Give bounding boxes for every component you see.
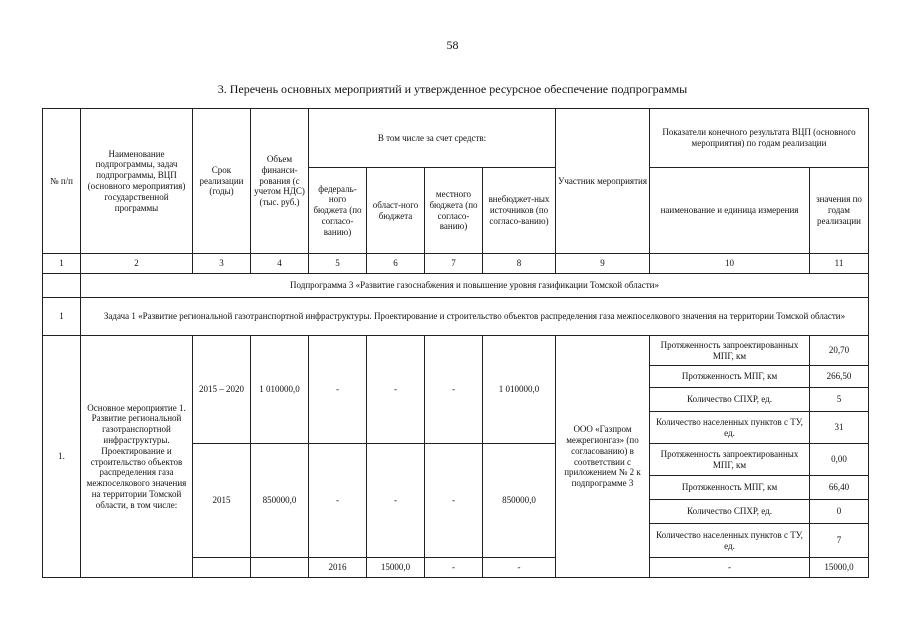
indicator-name: Протяженность МПГ, км bbox=[650, 476, 810, 500]
extra-cell: 15000,0 bbox=[810, 558, 869, 578]
extra-cell: 1 010000,0 bbox=[483, 336, 556, 444]
volume-cell: 1 010000,0 bbox=[251, 336, 309, 444]
regional-cell: - bbox=[367, 336, 425, 444]
activity-num: 1. bbox=[43, 336, 81, 578]
regional-cell: - bbox=[367, 444, 425, 558]
indicator-value: 5 bbox=[810, 388, 869, 412]
term-cell: 2015 – 2020 bbox=[193, 336, 251, 444]
indicator-name: Количество населенных пунктов с ТУ, ед. bbox=[650, 524, 810, 558]
activity-name: Основное мероприятие 1. Развитие региональной газотранспортной инфраструктуры. Проектирование и строительство объектов распределения газа межпоселкового значения на территории Томской области, в том числе: bbox=[81, 336, 193, 578]
col-number: 2 bbox=[81, 254, 193, 274]
col-number: 10 bbox=[650, 254, 810, 274]
header-ind-name: наименование и единица измерения bbox=[650, 168, 810, 254]
header-num: № п/п bbox=[43, 109, 81, 254]
column-numbers-row bbox=[43, 254, 869, 274]
header-federal: федераль-ного бюджета (по согласо-ванию) bbox=[309, 168, 367, 254]
header-name: Наименование подпрограммы, задач подпрограммы, ВЦП (основного мероприятия) государственной программы bbox=[81, 109, 193, 254]
empty-cell bbox=[193, 558, 251, 578]
col-number: 4 bbox=[251, 254, 309, 274]
col-number: 3 bbox=[193, 254, 251, 274]
task-row: Задача 1 «Развитие региональной газотранспортной инфраструктуры. Проектирование и строительство объектов распределения газа межпоселкового значения на территории Томской области» bbox=[81, 298, 869, 336]
subprogram-row: Подпрограмма 3 «Развитие газоснабжения и повышение уровня газификации Томской области» bbox=[81, 274, 869, 298]
header-ind-value: значения по годам реализации bbox=[810, 168, 869, 254]
indicator-value: 266,50 bbox=[810, 366, 869, 388]
header-volume: Объем финанси-рования (с учетом НДС) (тыс. руб.) bbox=[251, 109, 309, 254]
task-num: 1 bbox=[43, 298, 81, 336]
header-sources-group: В том числе за счет средств: bbox=[309, 109, 556, 168]
federal-cell: - bbox=[309, 336, 367, 444]
participant-cell: ООО «Газпром межрегионгаз» (по согласованию) в соответствии с приложением № 2 к подпрограмме 3 bbox=[556, 336, 650, 578]
col-number: 7 bbox=[425, 254, 483, 274]
indicator-value: 7 bbox=[810, 524, 869, 558]
local-cell: - bbox=[425, 336, 483, 444]
header-participant: Участник мероприятия bbox=[556, 109, 650, 254]
indicator-name: Количество СПХР, ед. bbox=[650, 500, 810, 524]
col-number: 9 bbox=[556, 254, 650, 274]
empty-cell bbox=[43, 274, 81, 298]
local-cell: - bbox=[650, 558, 810, 578]
col-number: 1 bbox=[43, 254, 81, 274]
header-indicators-group: Показатели конечного результата ВЦП (основного мероприятия) по годам реализации bbox=[650, 109, 869, 168]
activities-table bbox=[42, 108, 869, 578]
col-number: 6 bbox=[367, 254, 425, 274]
indicator-name: Протяженность запроектированных МПГ, км bbox=[650, 444, 810, 476]
indicator-name: Количество населенных пунктов с ТУ, ед. bbox=[650, 412, 810, 444]
col-number: 11 bbox=[810, 254, 869, 274]
local-cell: - bbox=[425, 444, 483, 558]
indicator-name: Количество СПХР, ед. bbox=[650, 388, 810, 412]
section-title: 3. Перечень основных мероприятий и утвержденное ресурсное обеспечение подпрограммы bbox=[217, 82, 688, 96]
indicator-value: 0,00 bbox=[810, 444, 869, 476]
col-number: 8 bbox=[483, 254, 556, 274]
federal-cell: - bbox=[309, 444, 367, 558]
federal-cell: - bbox=[425, 558, 483, 578]
term-cell: 2016 bbox=[309, 558, 367, 578]
extra-cell: 850000,0 bbox=[483, 444, 556, 558]
header-regional: област-ного бюджета bbox=[367, 168, 425, 254]
header-term: Срок реализации (годы) bbox=[193, 109, 251, 254]
col-number: 5 bbox=[309, 254, 367, 274]
regional-cell: - bbox=[483, 558, 556, 578]
indicator-value: 20,70 bbox=[810, 336, 869, 366]
indicator-value: 31 bbox=[810, 412, 869, 444]
indicator-name: Протяженность МПГ, км bbox=[650, 366, 810, 388]
volume-cell: 15000,0 bbox=[367, 558, 425, 578]
volume-cell: 850000,0 bbox=[251, 444, 309, 558]
header-extra: внебюджет-ных источников (по согласо-ванию) bbox=[483, 168, 556, 254]
header-local: местного бюджета (по согласо-ванию) bbox=[425, 168, 483, 254]
indicator-name: Протяженность запроектированных МПГ, км bbox=[650, 336, 810, 366]
indicator-value: 0 bbox=[810, 500, 869, 524]
page-number: 58 bbox=[446, 38, 459, 52]
indicator-value: 66,40 bbox=[810, 476, 869, 500]
empty-cell bbox=[251, 558, 309, 578]
term-cell: 2015 bbox=[193, 444, 251, 558]
